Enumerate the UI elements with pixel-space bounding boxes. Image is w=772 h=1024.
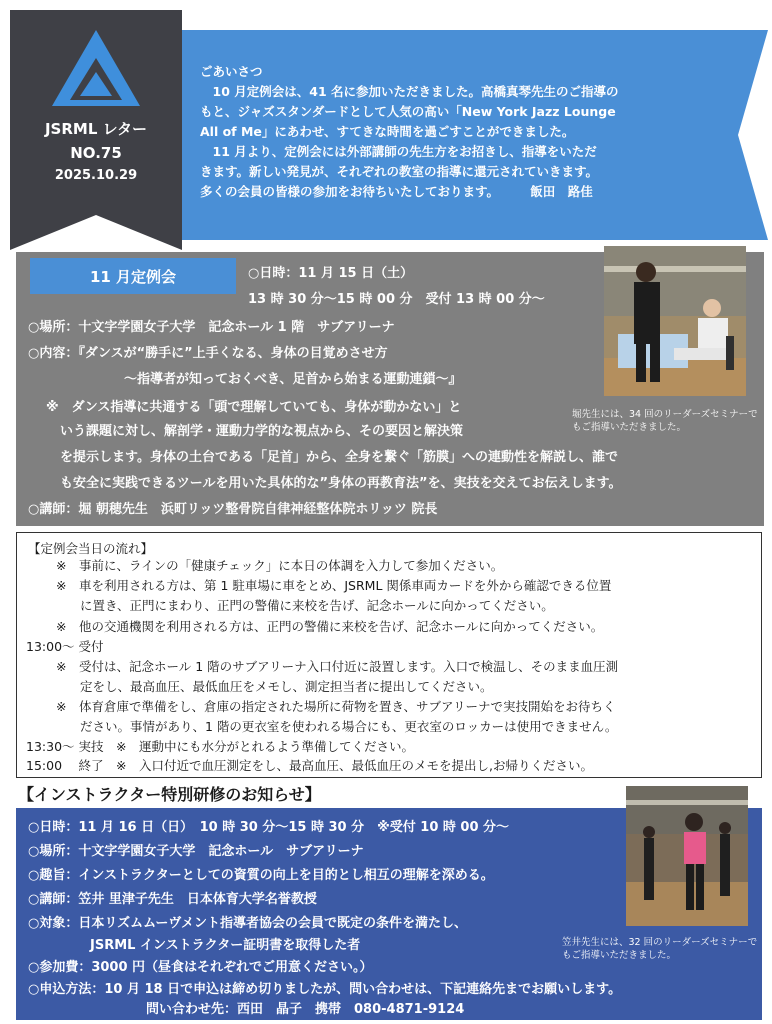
- meeting-note: ※ ダンス指導に共通する「頭で理解していても、身体が動かない」と: [46, 400, 462, 415]
- training-heading: 【インストラクター特別研修のお知らせ】: [18, 785, 321, 804]
- meeting-time: 13 時 30 分〜15 時 00 分 受付 13 時 00 分〜: [248, 292, 545, 307]
- flow-heading: 【定例会当日の流れ】: [28, 541, 154, 556]
- greeting-text: [200, 62, 740, 202]
- meeting-lecturer: ○講師：堀 朝穂先生 浜町リッツ整骨院自律神経整体院ホリッツ 院長: [28, 502, 438, 517]
- training-contact: 問い合わせ先：西田 晶子 携帯 080-4871-9124: [146, 1002, 465, 1017]
- meeting-date: ○日時：11 月 15 日（土）: [248, 266, 414, 281]
- flow-line: 定をし、最高血圧、最低血圧をメモし、測定担当者に提出してください。: [80, 679, 493, 694]
- training-datetime: ○日時：11 月 16 日（日） 10 時 30 分〜15 時 30 分 ※受付 10 時 00 分〜: [28, 820, 510, 835]
- meeting-content-subtitle: 〜指導者が知っておくべき、足首から始まる運動連鎖〜』: [124, 372, 462, 387]
- flow-time-end: 15:00 終了 ※ 入口付近で血圧測定をし、最高血圧、最低血圧のメモを提出し,お帰りください。: [26, 758, 593, 773]
- training-lecturer: ○講師：笠井 里津子先生 日本体育大学名誉教授: [28, 892, 317, 907]
- training-target: ○対象：日本リズムムーヴメント指導者協会の会員で既定の条件を満たし、: [28, 916, 468, 931]
- flow-line: ださい。事情があり、1 階の更衣室を使われる場合にも、更衣室のロッカーは使用できません。: [80, 719, 618, 734]
- flow-line: ※ 車を利用される方は、第 1 駐車場に車をとめ、JSRML 関係車両カードを外から確認できる位置: [56, 578, 612, 593]
- meeting-note: を提示します。身体の土台である「足首」から、全身を繋ぐ「筋膜」への連動性を解説し、誰で: [60, 450, 618, 465]
- greeting-line: 11 月より、定例会には外部講師の先生方をお招きし、指導をいただ: [200, 144, 597, 159]
- flow-line: ※ 受付は、記念ホール 1 階のサブアリーナ入口付近に設置します。入口で検温し、そのまま血圧測: [56, 659, 619, 674]
- flow-time-reception: 13:00〜 受付: [26, 639, 104, 654]
- issue-number: NO.75: [70, 144, 122, 162]
- greeting-line: 多くの会員の皆様の参加をお待ちいたしております。 飯田 路佳: [200, 184, 593, 199]
- greeting-line: もと、ジャズスタンダードとして人気の高い「New York Jazz Lounge: [200, 104, 616, 119]
- greeting-line: きます。新しい発見が、それぞれの教室の指導に還元されていきます。: [200, 164, 599, 179]
- training-photo: [626, 786, 748, 926]
- greeting-line: All of Me」にあわせ、すてきな時間を過ごすことができました。: [200, 124, 575, 139]
- issue-date: 2025.10.29: [54, 168, 138, 183]
- training-apply: ○申込方法：10 月 18 日で申込は締め切りましたが、問い合わせは、下記連絡先までお願いします。: [28, 982, 622, 997]
- flow-line: ※ 事前に、ラインの「健康チェック」に本日の体調を入力して参加ください。: [56, 558, 504, 573]
- meeting-note: いう課題に対し、解剖学・運動力学的な視点から、その要因と解決策: [60, 424, 464, 439]
- meeting-content: ○内容：『ダンスが“勝手に”上手くなる、身体の目覚めさせ方: [28, 346, 388, 361]
- training-purpose: ○趣旨：インストラクターとしての資質の向上を目的とし相互の理解を深める。: [28, 868, 494, 883]
- flow-time-practice: 13:30〜 実技 ※ 運動中にも水分がとれるよう準備してください。: [26, 739, 414, 754]
- training-fee: ○参加費：3000 円（昼食はそれぞれでご用意ください。）: [28, 960, 373, 975]
- training-place: ○場所：十文字学園女子大学 記念ホール サブアリーナ: [28, 844, 364, 859]
- greeting-heading: ごあいさつ: [200, 64, 263, 79]
- training-photo-caption: 笠井先生には、32 回のリーダーズセミナーでもご指導いただきました。: [562, 937, 758, 961]
- meeting-note: も安全に実践できるツールを用いた具体的な”身体の再教育法”を、実技を交えてお伝えします。: [60, 476, 622, 491]
- meeting-place: ○場所：十文字学園女子大学 記念ホール 1 階 サブアリーナ: [28, 320, 395, 335]
- flow-line: ※ 体育倉庫で準備をし、倉庫の指定された場所に荷物を置き、サブアリーナで実技開始をお待ちく: [56, 699, 616, 714]
- lecturer-photo: [604, 246, 746, 396]
- training-target-detail: JSRML インストラクター証明書を取得した者: [90, 938, 361, 953]
- greeting-line: 10 月定例会は、41 名に参加いただきました。高橋真琴先生のご指導の: [200, 84, 619, 99]
- flow-line: に置き、正門にまわり、正門の警備に来校を告げ、記念ホールに向かってください。: [80, 598, 554, 613]
- lecturer-photo-caption: 堀先生には、34 回のリーダーズセミナーでもご指導いただきました。: [572, 409, 758, 433]
- meeting-title: 11 月定例会: [30, 258, 236, 294]
- flow-line: ※ 他の交通機関を利用される方は、正門の警備に来校を告げ、記念ホールに向かってください。: [56, 619, 604, 634]
- letter-title: JSRML レター: [44, 120, 148, 138]
